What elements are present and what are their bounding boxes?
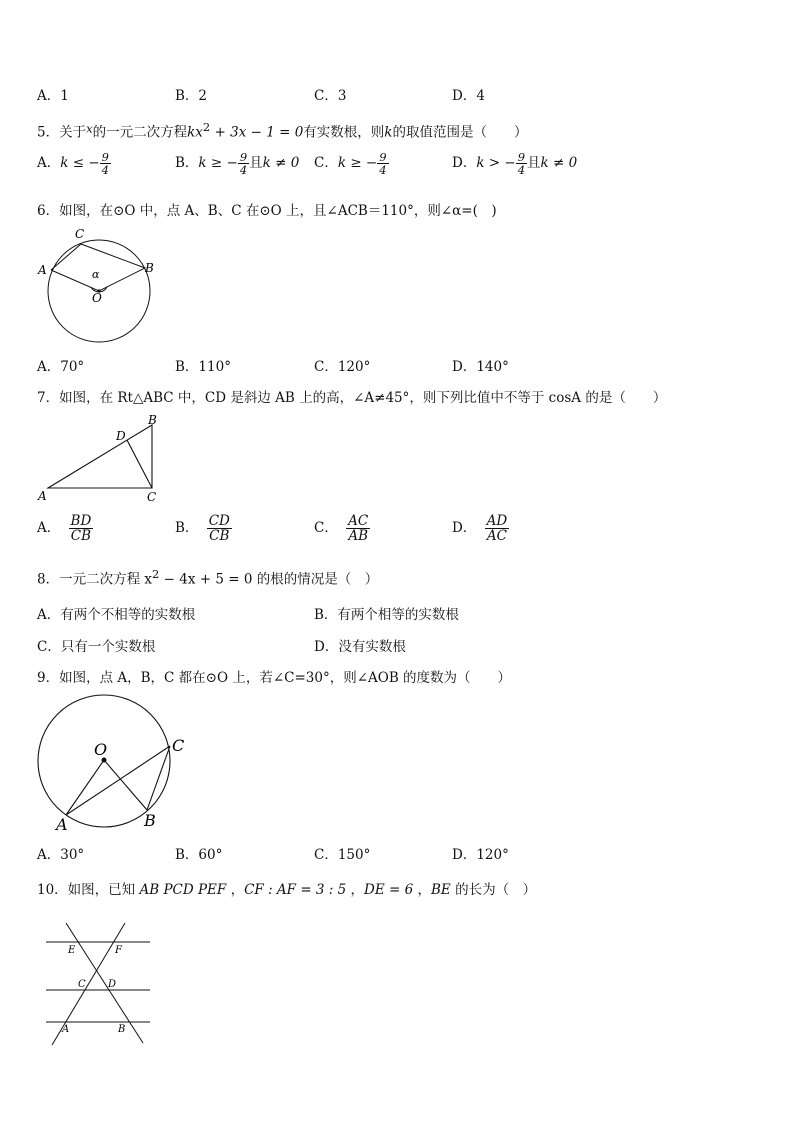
q6-option-b: B．110° [175,359,231,375]
q4-option-b: B．2 [175,88,208,104]
q6-stem: 6．如图，在⊙O 中，点 A、B、C 在⊙O 上，且∠ACB＝110°，则∠α=( ) [37,203,497,219]
q10-stem-pre: 10．如图，已知 [37,882,140,898]
q7-option-d [452,514,509,543]
q7-a-den: CB [70,528,92,545]
q5-option-a [37,151,111,176]
q6-option-c: C．120° [314,359,371,375]
q6-option-a: A．70° [37,359,85,375]
q5-d-den: 4 [517,163,526,178]
q5-eq-k: kx [187,124,203,141]
q5-a-den: 4 [101,163,109,178]
q5-eq-rest: + 3x − 1 = 0 [210,124,304,141]
q9-figure [30,688,195,836]
q7-d-num: AD [486,513,508,529]
q5-c-math: k ≥ − [337,155,378,172]
q5-option-c [314,151,389,176]
q5-b-den: 4 [239,163,248,178]
q5-b-fraction [238,151,249,176]
q9-line-oa [66,760,104,815]
q6-label-c: C [75,227,85,241]
q10-ratio: CF : AF = 3 : 5 [244,882,347,898]
q5-stem-mid2: 有实数根，则 [303,124,385,141]
q5-b-and: 且 [249,155,263,172]
q8-option-c: C．只有一个实数根 [37,639,156,655]
q7-figure [35,410,165,507]
q10-stem-post: 的长为（ ） [450,882,537,898]
q7-b-fraction [207,514,232,543]
q5-d-label: D． [452,155,477,172]
q9-option-a: A．30° [37,847,85,863]
q7-c-den: AB [348,528,369,545]
q7-d-label: D． [452,520,477,537]
q9-option-b: B．60° [175,847,223,863]
q9-stem: 9．如图，点 A，B，C 都在⊙O 上，若∠C=30°，则∠AOB 的度数为（ ） [37,670,512,686]
q7-d-den: AC [486,528,507,545]
q10-sep3: ， [413,882,431,898]
q5-d-math: k > − [476,155,516,172]
q6-label-a: A [38,263,47,277]
q5-stem-mid: 的一元二次方程 [92,124,188,141]
q10-be: BE [431,882,451,898]
q10-sep2: ， [346,882,365,898]
q5-a-num: 9 [101,150,109,164]
q5-d-tail: k ≠ 0 [540,155,578,172]
q10-label-d: D [108,979,117,990]
q10-sep1: ， [226,882,245,898]
q7-a-label: A． [37,520,61,537]
q6-label-o: O [92,291,102,305]
q10-figure [40,915,160,1050]
q7-option-c [314,514,370,543]
q8-option-b: B．有两个相等的实数根 [314,607,459,623]
q10-label-a: A [62,1024,70,1035]
q8-stem [37,567,378,588]
q7-stem: 7．如图，在 Rt△ABC 中，CD 是斜边 AB 上的高，∠A≠45°，则下列比值中不等于 cosA 的是（ ） [37,390,667,406]
q7-label-b: B [148,413,157,427]
q5-b-label: B． [175,155,199,172]
q5-stem [37,120,527,141]
q5-var-k: k [384,124,393,141]
q10-label-f: F [115,945,122,956]
q7-altitude [127,440,152,488]
q10-label-e: E [68,945,76,956]
q8-option-a: A．有两个不相等的实数根 [37,607,196,623]
q7-c-fraction [346,514,370,543]
q5-eq-exp: 2 [202,120,211,134]
q8-stem-pre: 8．一元二次方程 [37,571,145,588]
q5-a-math: k ≤ − [60,155,100,172]
q4-option-d: D．4 [452,88,485,104]
q7-c-label: C． [314,520,338,537]
q7-label-d: D [116,429,126,443]
q7-c-num: AC [348,513,369,529]
q9-label-o: O [94,740,108,759]
q5-b-math: k ≥ − [198,155,238,172]
q8-eq-x: x [144,571,153,588]
q8-option-d: D．没有实数根 [314,639,406,655]
q5-option-d [452,151,577,176]
q5-c-label: C． [314,155,338,172]
q7-label-a: A [38,489,47,503]
q6-label-b: B [145,261,154,275]
q5-b-tail: k ≠ 0 [262,155,300,172]
q7-option-a [37,514,93,543]
q6-figure [35,225,160,345]
q7-b-den: CB [209,528,230,545]
q7-b-num: CD [208,513,230,529]
q10-de: DE = 6 [364,882,414,898]
q7-option-b [175,514,232,543]
q5-d-fraction [516,151,527,176]
q4-option-a: A．1 [37,88,69,104]
q5-stem-post: 的取值范围是（ ） [392,124,528,141]
q5-c-fraction [377,151,388,176]
q7-triangle [48,425,152,488]
q9-option-c: C．150° [314,847,371,863]
q7-a-fraction [69,514,94,543]
q5-option-b [175,151,299,176]
q7-label-c: C [147,490,157,504]
q5-c-num: 9 [379,150,387,164]
q5-c-den: 4 [379,163,387,178]
q7-a-num: BD [70,513,92,529]
q9-line-cb [147,746,170,810]
q5-a-label: A． [37,155,61,172]
q9-label-b: B [144,811,156,830]
q8-stem-post: 的根的情况是（ ） [252,571,379,588]
q10-stem [37,878,536,898]
q6-option-d: D．140° [452,359,509,375]
q9-option-d: D．120° [452,847,509,863]
q7-b-label: B． [175,520,199,537]
q4-option-c: C．3 [314,88,347,104]
q8-eq-rest: − 4x + 5 = 0 [159,571,253,588]
q8-eq-exp: 2 [152,567,160,581]
q5-a-fraction [100,151,111,176]
q10-label-c: C [78,979,86,990]
q9-label-a: A [56,815,68,834]
q9-line-ac [66,746,170,815]
q10-parallel-relation: AB PCD PEF [139,882,227,898]
q5-b-num: 9 [239,150,248,164]
q5-d-and: 且 [527,155,541,172]
q5-stem-pre: 5．关于 [37,124,87,141]
q7-d-fraction [485,514,510,543]
q6-label-alpha: α [92,268,100,281]
q10-label-b: B [118,1024,126,1035]
q9-label-c: C [172,736,185,755]
q5-d-num: 9 [517,150,526,164]
q5-var-x: x [86,121,93,136]
